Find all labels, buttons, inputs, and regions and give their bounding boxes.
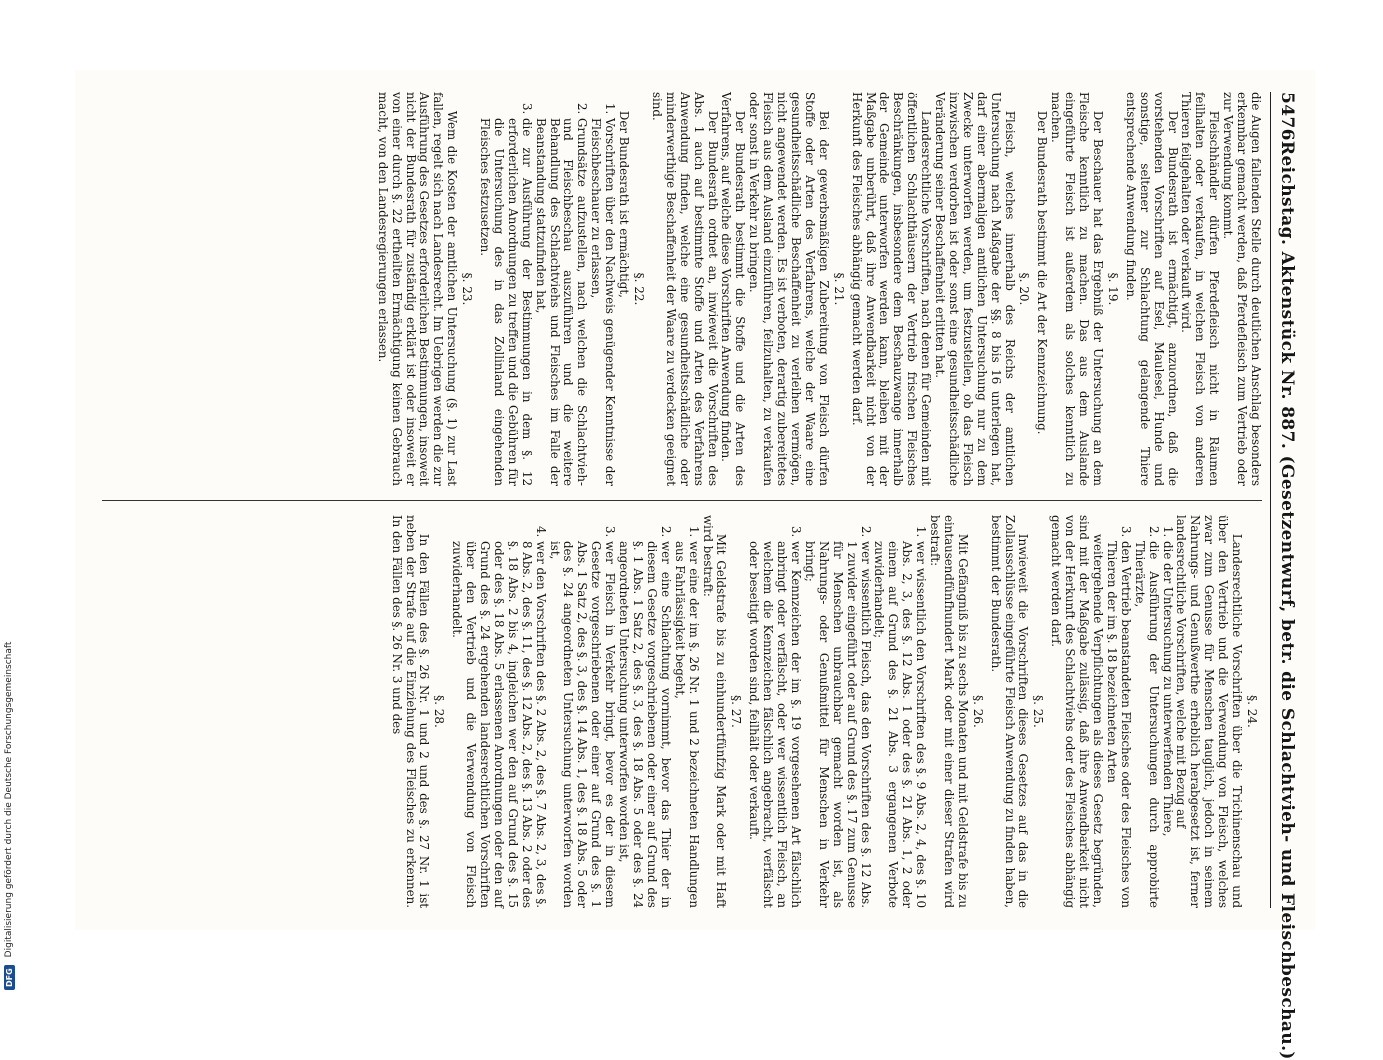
numbered-list [477,92,616,486]
scanned-page [75,70,1315,1060]
list-item: 3. den Vertrieb beanstandeten Fleisches oder des Fleisches von Thieren der im §. 18 bezeichneten Arten [1104,541,1132,908]
list-item: 4. wer den Vorschriften des §. 2 Abs. 2, des §. 7 Abs. 2, 3, des §. 8 Abs. 2, des §. 11, des §. 12 Abs. 2, des §. 13 Abs. 2 oder des §. 18 Abs. 2 bis 4, ingleichen wer den auf Grund des §. 15 oder des §. 18 Abs. 5 erlassenen Anordnungen oder den auf Grund des §. 24 ergehenden landesrechtlichen Vorschriften über den Vertrieb und die Verwendung von Fleisch zuwiderhandelt. [449,541,546,908]
paragraph: Mit Geldstrafe bis zu einhundertfünfzig Mark oder mit Haft wird bestraft: [700,515,729,908]
paragraph: In den Fällen des §. 26 Nr. 1 und 2 und des §. 27 Nr. 1 ist neben der Strafe auf die Einziehung des Fleisches zu erkennen. In den Fällen des §. 26 Nr. 3 und des [389,515,432,908]
numbered-list [1104,515,1174,908]
list-item: 2. wer eine Schlachtung vornimmt, bevor das Thier der in diesem Gesetze vorgeschriebenen oder einer auf Grund des §. 1 Abs. 1 Satz 2, des §. 3, des §. 18 Abs. 5 oder des §. 24 angeordneten Untersuchung unterworfen worden ist, [616,541,672,908]
numbered-list [449,515,699,908]
list-item: 1. wer eine der im §. 26 Nr. 1 und 2 bezeichneten Handlungen aus Fahrlässigkeit begeht, [672,541,700,908]
paragraph: Der Beschauer hat das Ergebniß der Untersuchung an dem Fleische kenntlich zu machen. Das aus dem Auslande eingeführte Fleisch ist außerdem als solches kenntlich zu machen. [1049,92,1106,486]
page-title: Reichstag. Aktenstück Nr. 887. (Gesetzentwurf, betr. die Schlachtvieh- und Fleischbeschau.) [1277,140,1297,1060]
list-item: 2. wer wissentlich Fleisch, das den Vorschriften des §. 12 Abs. 1 zuwider eingeführt oder auf Grund des §. 17 zum Genusse für Menschen unbrauchbar gemacht worden ist, als Nahrungs- oder Genußmittel für Menschen in Verkehr bringt; [802,541,872,908]
paragraph: Der Bundesrath ist ermächtigt, [617,110,632,298]
list-item: 2. die Ausführung der Untersuchungen durch approbirte Thierärzte, [1132,541,1160,908]
list-item: 1. die der Untersuchung zu unterwerfenden Thiere, [1160,541,1174,908]
section-heading: §. 26. [970,695,985,728]
list-item: 3. wer Fleisch in Verkehr bringt, bevor es der in diesem Gesetze vorgeschriebenen oder einer auf Grund des §. 1 Abs. 1 Satz 2, des §. 3, des §. 14 Abs. 1, des §. 18 Abs. 5 oder des §. 24 angeordneten Untersuchung unterworfen worden ist, [547,541,617,908]
paragraph: Der Bundesrath bestimmt die Art der Kennzeichnung. [1035,110,1050,435]
list-item: 3. wer Kennzeichen der im §. 19 vorgesehenen Art fälschlich anbringt oder verfälscht, oder wer wissentlich Fleisch, an welchem die Kennzeichen fälschlich angebracht, verfälscht oder beseitigt worden sind, feilhält oder verkauft. [746,541,802,908]
paragraph: weitergehende Verpflichtungen als dieses Gesetz begründen, sind mit der Maßgabe zulässig, daß ihre Anwendbarkeit nicht von der Herkunft des Schlachtviehs oder des Fleisches abhängig gemacht werden darf. [1049,515,1106,908]
paragraph: Fleischhändler dürfen Pferdefleisch nicht in Räumen feilhalten oder verkaufen, in welchen Fleisch von anderen Thieren feilgehalten oder verkauft wird. [1179,92,1222,486]
section-heading: §. 22. [632,272,647,306]
paragraph: Landesrechtliche Vorschriften, nach denen für Gemeinden mit öffentlichen Schlachthäusern der Vertrieb frischen Fleisches Beschränkungen, insbesondere dem Beschauzwange innerhalb der Gemeinde unterworfen werden kann, bleiben mit der Maßgabe unberührt, daß ihre Anwendbarkeit nicht von der Herkunft des Fleisches abhängig gemacht werden darf. [849,92,934,486]
section-heading: §. 19. [1105,272,1120,306]
paragraph: Fleisch, welches innerhalb des Reichs der amtlichen Untersuchung nach Maßgabe der §§. 8 bis 16 unterlegen hat, darf einer abermaligen amtlichen Untersuchung nur zu dem Zwecke unterworfen werden, um festzustellen, ob das Fleisch inzwischen verdorben ist oder sonst eine gesundheitsschädliche Veränderung seiner Beschaffenheit erlitten hat. [933,92,1017,486]
page-header [1277,92,1297,1060]
paragraph: Landesrechtliche Vorschriften über die Trichinenschau und über den Vertrieb und die Verwendung von Fleisch, welches zwar zum Genusse für Menschen tauglich, jedoch in seinem Nahrungs- und Genußwerthe erheblich herabgesetzt ist, ferner landesrechtliche Vorschriften, welche mit Bezug auf [1174,515,1245,908]
header-rule [1270,92,1271,908]
section-heading: §. 23. [460,272,475,306]
dfg-logo: DFG [4,965,15,990]
list-item: 3. die zur Ausführung der Bestimmungen in dem §. 12 erforderlichen Anordnungen zu treffen und die Gebühren für die Untersuchung des in das Zollinland eingehenden Fleisches festzusetzen. [477,118,533,486]
text-columns [102,92,1262,908]
section-heading: §. 24. [1245,695,1259,728]
left-column [102,92,1262,500]
watermark-text: Digitalisierung gefördert durch die Deutsche Forschungsgemeinschaft [4,641,14,958]
right-column [102,500,1262,908]
section-heading: §. 20. [1017,272,1032,306]
numbered-list [746,515,927,908]
paragraph: Der Bundesrath ist ermächtigt, anzuordnen, daß die vorstehenden Vorschriften auf Esel, Maulesel, Hunde und sonstige, seltener zur Schlachtung gelangende Thiere entsprechende Anwendung finden. [1123,92,1180,486]
paragraph: Inwieweit die Vorschriften dieses Gesetzes auf das in die Zollausschlüsse eingeführte Fleisch Anwendung zu finden haben, bestimmt der Bundesrath. [988,515,1031,908]
paragraph: Mit Gefängniß bis zu sechs Monaten und mit Geldstrafe bis zu eintausendfünfhundert Mark oder mit einer dieser Strafen wird bestraft: [928,515,970,908]
page-number: 5476 [1277,92,1297,141]
paragraph: Der Bundesrath bestimmt die Stoffe und die Arten des Verfahrens, auf welche diese Vorschriften Anwendung finden. [719,92,748,486]
list-item: 1. wer wissentlich den Vorschriften des §. 9 Abs. 2, 4, des §. 10 Abs. 2, 3, des §. 12 Abs. 1 oder des §. 21 Abs. 1, 2 oder einem auf Grund des §. 21 Abs. 3 ergangenen Verbote zuwiderhandelt; [872,541,928,908]
paragraph: Bei der gewerbsmäßigen Zubereitung von Fleisch dürfen Stoffe oder Arten des Verfahrens, welche der Waare eine gesundheitsschädliche Beschaffenheit zu verleihen vermögen, nicht angewendet werden. Es ist verboten, derartig zubereitetes Fleisch aus dem Ausland einzuführen, feilzuhalten, zu verkaufen oder sonst in Verkehr zu bringen. [747,92,831,486]
side-watermark [0,0,18,1000]
list-item: 2. Grundsätze aufzustellen, nach welchen die Schlachtvieh- und Fleischbeschau auszuführen und die weitere Behandlung des Schlachtviehs und Fleisches im Falle der Beanstandung stattzufinden hat, [533,118,589,486]
list-item: 1. Vorschriften über den Nachweis genügender Kenntnisse der Fleischbeschauer zu erlassen, [588,118,616,486]
section-heading: §. 27. [729,695,744,728]
paragraph: Der Bundesrath ordnet an, inwieweit die Vorschriften des Abs. 1 auch auf bestimmte Stoffe und Arten des Verfahrens Anwendung finden, welche eine gesundheitsschädliche oder minderwerthige Beschaffenheit der Waare zu verdecken geeignet sind. [649,92,720,486]
paragraph: die Augen fallenden Stelle durch deutlichen Anschlag besonders erkennbar gemacht werden, daß Pferdefleisch zum Vertrieb oder zur Verwendung kommt. [1221,92,1263,486]
section-heading: §. 21. [831,272,846,306]
paragraph: Wem die Kosten der amtlichen Untersuchung (§. 1) zur Last fallen, regelt sich nach Landesrecht. Im Uebrigen werden die zur Ausführung des Gesetzes erforderlichen Bestimmungen, insoweit nicht der Bundesrath für zuständig erklärt ist oder insoweit er von einer durch §. 22 ertheilten Ermächtigung keinen Gebrauch macht, von den Landesregierungen erlassen. [375,92,460,486]
section-heading: §. 25. [1031,695,1046,728]
section-heading: §. 28. [432,695,447,728]
